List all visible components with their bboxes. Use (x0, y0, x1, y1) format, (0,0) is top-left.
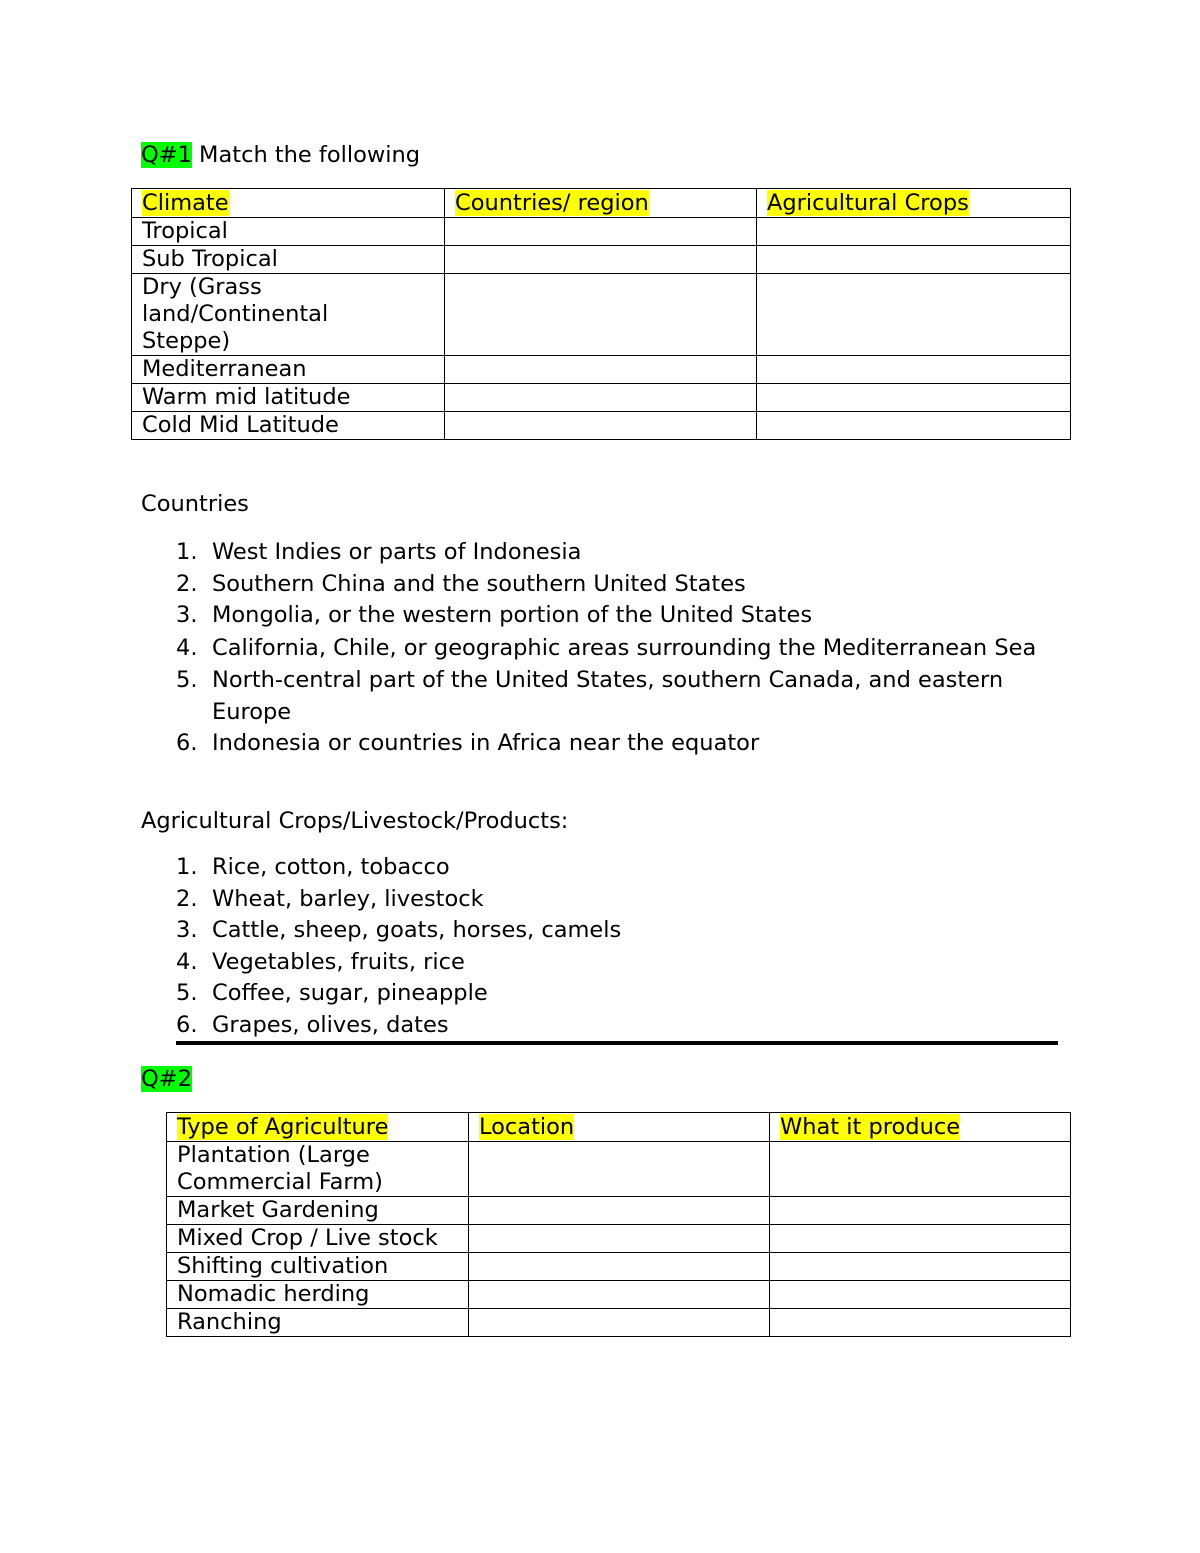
crops-answer-cell[interactable] (757, 274, 1071, 356)
location-answer-cell[interactable] (469, 1225, 770, 1253)
list-item: 1. West Indies or parts of Indonesia (176, 539, 582, 565)
produce-answer-cell[interactable] (770, 1253, 1071, 1281)
list-item-text: Mongolia, or the western portion of the United States (212, 602, 813, 628)
list-item: 4. California, Chile, or geographic areas surrounding the Mediterranean Sea (176, 634, 1037, 661)
climate-cell: Tropical (132, 218, 445, 246)
table-row (167, 1309, 1071, 1337)
table-header-row (132, 189, 1071, 218)
table-row (167, 1253, 1071, 1281)
table-row (167, 1197, 1071, 1225)
agriculture-type-cell: Ranching (167, 1309, 469, 1337)
agriculture-type-cell: Plantation (Large Commercial Farm) (167, 1142, 469, 1197)
table-row (132, 412, 1071, 440)
climate-cell: Dry (Grass land/Continental Steppe) (132, 274, 445, 356)
list-item-text: California, Chile, or geographic areas surrounding the Mediterranean Sea (212, 634, 1037, 661)
climate-cell: Cold Mid Latitude (132, 412, 445, 440)
list-item: 3. Mongolia, or the western portion of the United States (176, 602, 813, 628)
header-cell (469, 1113, 770, 1142)
location-answer-cell[interactable] (469, 1309, 770, 1337)
table-row (132, 274, 1071, 356)
crops-list (141, 852, 1061, 1041)
climate-cell: Mediterranean (132, 356, 445, 384)
table-row (167, 1281, 1071, 1309)
table-row (132, 384, 1071, 412)
crops-answer-cell[interactable] (757, 356, 1071, 384)
list-item: 2. Wheat, barley, livestock (176, 885, 484, 912)
list-item: 2. Southern China and the southern United States (176, 570, 746, 597)
crops-answer-cell[interactable] (757, 246, 1071, 274)
list-item-text: Indonesia or countries in Africa near the equator (212, 730, 760, 756)
q1-heading (141, 140, 420, 170)
agriculture-type-cell: Mixed Crop / Live stock (167, 1225, 469, 1253)
agriculture-type-cell: Shifting cultivation (167, 1253, 469, 1281)
header-cell (757, 189, 1071, 218)
table-row (132, 246, 1071, 274)
list-item: 5. Coffee, sugar, pineapple (176, 980, 488, 1006)
list-item-text: West Indies or parts of Indonesia (212, 539, 582, 565)
produce-answer-cell[interactable] (770, 1142, 1071, 1197)
list-item-text: Cattle, sheep, goats, horses, camels (212, 917, 622, 943)
list-item-text: Grapes, olives, dates (212, 1011, 449, 1038)
q1-label: Q#1 (141, 142, 192, 168)
list-item: 3. Cattle, sheep, goats, horses, camels (176, 917, 622, 943)
table-row (167, 1142, 1071, 1197)
location-answer-cell[interactable] (469, 1142, 770, 1197)
header-cell (770, 1113, 1071, 1142)
header-countries-region: Countries/ region (455, 190, 649, 216)
header-cell (445, 189, 757, 218)
list-item: 6. Indonesia or countries in Africa near the equator (176, 730, 760, 756)
header-location: Location (479, 1114, 575, 1140)
crops-answer-cell[interactable] (757, 218, 1071, 246)
table-header-row (167, 1113, 1071, 1142)
section-divider (176, 1041, 1058, 1045)
list-item-text: Vegetables, fruits, rice (212, 948, 465, 975)
header-type-of-agriculture: Type of Agriculture (177, 1114, 389, 1140)
countries-answer-cell[interactable] (445, 274, 757, 356)
climate-table (131, 188, 1071, 440)
list-item-text: Southern China and the southern United States (212, 570, 746, 597)
q2-heading (141, 1064, 192, 1094)
countries-answer-cell[interactable] (445, 384, 757, 412)
countries-answer-cell[interactable] (445, 218, 757, 246)
header-climate: Climate (142, 190, 229, 216)
table-row (132, 218, 1071, 246)
countries-list (141, 537, 1061, 760)
agriculture-type-cell: Nomadic herding (167, 1281, 469, 1309)
location-answer-cell[interactable] (469, 1253, 770, 1281)
location-answer-cell[interactable] (469, 1197, 770, 1225)
header-cell (167, 1113, 469, 1142)
produce-answer-cell[interactable] (770, 1225, 1071, 1253)
q2-label: Q#2 (141, 1066, 192, 1092)
list-item: 5. North-central part of the United States, southern Canada, and eastern Europe (176, 667, 1004, 725)
countries-answer-cell[interactable] (445, 246, 757, 274)
location-answer-cell[interactable] (469, 1281, 770, 1309)
list-item-text: Rice, cotton, tobacco (212, 854, 450, 880)
table-row (132, 356, 1071, 384)
list-item-text: Coffee, sugar, pineapple (212, 980, 488, 1006)
list-item-text: North-central part of the United States, southern Canada, and eastern Europe (212, 667, 1004, 725)
produce-answer-cell[interactable] (770, 1197, 1071, 1225)
list-item-text: Wheat, barley, livestock (212, 885, 484, 912)
produce-answer-cell[interactable] (770, 1309, 1071, 1337)
climate-cell: Warm mid latitude (132, 384, 445, 412)
q1-title: Match the following (199, 142, 421, 168)
agriculture-table (166, 1112, 1071, 1337)
list-item: 1. Rice, cotton, tobacco (176, 854, 450, 880)
header-cell (132, 189, 445, 218)
header-agricultural-crops: Agricultural Crops (767, 190, 969, 216)
countries-heading: Countries (141, 491, 249, 517)
list-item: 6. Grapes, olives, dates (176, 1011, 449, 1038)
crops-heading: Agricultural Crops/Livestock/Products: (141, 808, 569, 834)
countries-answer-cell[interactable] (445, 356, 757, 384)
crops-answer-cell[interactable] (757, 412, 1071, 440)
list-item: 4. Vegetables, fruits, rice (176, 948, 465, 975)
table-row (167, 1225, 1071, 1253)
header-what-it-produce: What it produce (780, 1114, 961, 1140)
crops-answer-cell[interactable] (757, 384, 1071, 412)
agriculture-type-cell: Market Gardening (167, 1197, 469, 1225)
produce-answer-cell[interactable] (770, 1281, 1071, 1309)
climate-cell: Sub Tropical (132, 246, 445, 274)
countries-answer-cell[interactable] (445, 412, 757, 440)
